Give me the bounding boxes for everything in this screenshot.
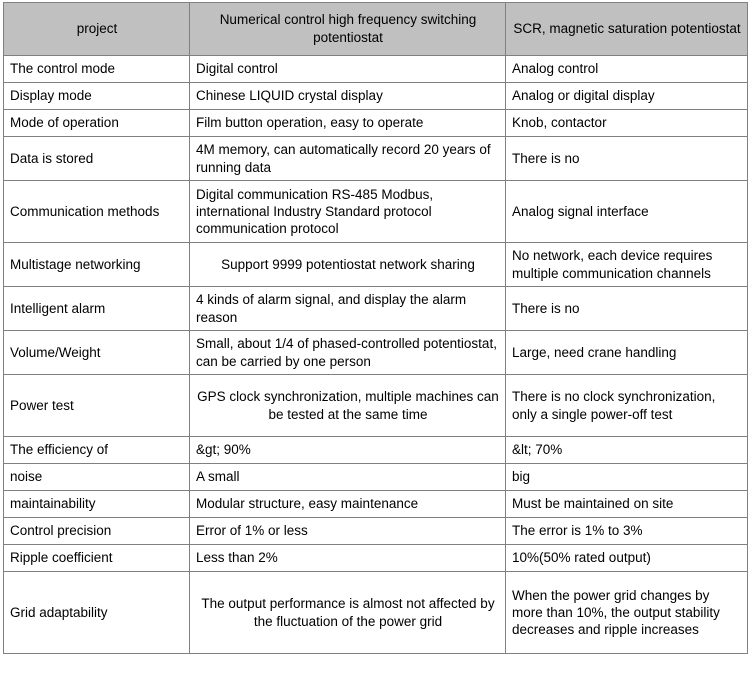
cell-scr-potentiostat: Analog control — [506, 56, 748, 83]
cell-project: Multistage networking — [4, 243, 190, 287]
cell-project: The efficiency of — [4, 437, 190, 464]
cell-nc-switching-potentiostat: Small, about 1/4 of phased-controlled potentiostat, can be carried by one person — [190, 331, 506, 375]
column-header-project: project — [4, 3, 190, 56]
cell-scr-potentiostat: No network, each device requires multiple communication channels — [506, 243, 748, 287]
cell-project: Control precision — [4, 518, 190, 545]
cell-nc-switching-potentiostat: Error of 1% or less — [190, 518, 506, 545]
table-row — [4, 545, 748, 572]
cell-nc-switching-potentiostat: &gt; 90% — [190, 437, 506, 464]
cell-scr-potentiostat: There is no — [506, 137, 748, 181]
cell-project: Grid adaptability — [4, 572, 190, 654]
cell-project: Volume/Weight — [4, 331, 190, 375]
table-body — [4, 56, 748, 654]
table-row — [4, 110, 748, 137]
table-row — [4, 464, 748, 491]
table-header — [4, 3, 748, 56]
column-header-scr-potentiostat: SCR, magnetic saturation potentiostat — [506, 3, 748, 56]
column-header-nc-switching-potentiostat: Numerical control high frequency switching potentiostat — [190, 3, 506, 56]
cell-project: Communication methods — [4, 181, 190, 243]
cell-scr-potentiostat: Knob, contactor — [506, 110, 748, 137]
table-row — [4, 137, 748, 181]
cell-nc-switching-potentiostat: The output performance is almost not affected by the fluctuation of the power grid — [190, 572, 506, 654]
comparison-table — [3, 2, 748, 654]
table-row — [4, 375, 748, 437]
table-row — [4, 181, 748, 243]
cell-nc-switching-potentiostat: Support 9999 potentiostat network sharing — [190, 243, 506, 287]
cell-nc-switching-potentiostat: Less than 2% — [190, 545, 506, 572]
cell-nc-switching-potentiostat: Modular structure, easy maintenance — [190, 491, 506, 518]
cell-scr-potentiostat: When the power grid changes by more than 10%, the output stability decreases and ripple increases — [506, 572, 748, 654]
cell-project: Data is stored — [4, 137, 190, 181]
table-row — [4, 83, 748, 110]
cell-nc-switching-potentiostat: Film button operation, easy to operate — [190, 110, 506, 137]
table-row — [4, 572, 748, 654]
cell-scr-potentiostat: big — [506, 464, 748, 491]
cell-scr-potentiostat: Must be maintained on site — [506, 491, 748, 518]
cell-project: noise — [4, 464, 190, 491]
cell-project: Display mode — [4, 83, 190, 110]
cell-scr-potentiostat: The error is 1% to 3% — [506, 518, 748, 545]
cell-nc-switching-potentiostat: Chinese LIQUID crystal display — [190, 83, 506, 110]
cell-project: maintainability — [4, 491, 190, 518]
cell-project: Power test — [4, 375, 190, 437]
cell-project: Ripple coefficient — [4, 545, 190, 572]
cell-scr-potentiostat: Analog or digital display — [506, 83, 748, 110]
cell-scr-potentiostat: &lt; 70% — [506, 437, 748, 464]
cell-nc-switching-potentiostat: 4 kinds of alarm signal, and display the alarm reason — [190, 287, 506, 331]
cell-scr-potentiostat: 10%(50% rated output) — [506, 545, 748, 572]
cell-project: Intelligent alarm — [4, 287, 190, 331]
cell-nc-switching-potentiostat: Digital communication RS-485 Modbus, international Industry Standard protocol communication protocol — [190, 181, 506, 243]
table-row — [4, 518, 748, 545]
table-row — [4, 331, 748, 375]
table-row — [4, 287, 748, 331]
cell-nc-switching-potentiostat: GPS clock synchronization, multiple machines can be tested at the same time — [190, 375, 506, 437]
cell-scr-potentiostat: Large, need crane handling — [506, 331, 748, 375]
table-row — [4, 437, 748, 464]
cell-nc-switching-potentiostat: 4M memory, can automatically record 20 years of running data — [190, 137, 506, 181]
table-row — [4, 491, 748, 518]
cell-scr-potentiostat: Analog signal interface — [506, 181, 748, 243]
cell-project: Mode of operation — [4, 110, 190, 137]
cell-nc-switching-potentiostat: Digital control — [190, 56, 506, 83]
cell-project: The control mode — [4, 56, 190, 83]
cell-nc-switching-potentiostat: A small — [190, 464, 506, 491]
cell-scr-potentiostat: There is no — [506, 287, 748, 331]
table-row — [4, 243, 748, 287]
table-header-row — [4, 3, 748, 56]
cell-scr-potentiostat: There is no clock synchronization, only a single power-off test — [506, 375, 748, 437]
table-row — [4, 56, 748, 83]
